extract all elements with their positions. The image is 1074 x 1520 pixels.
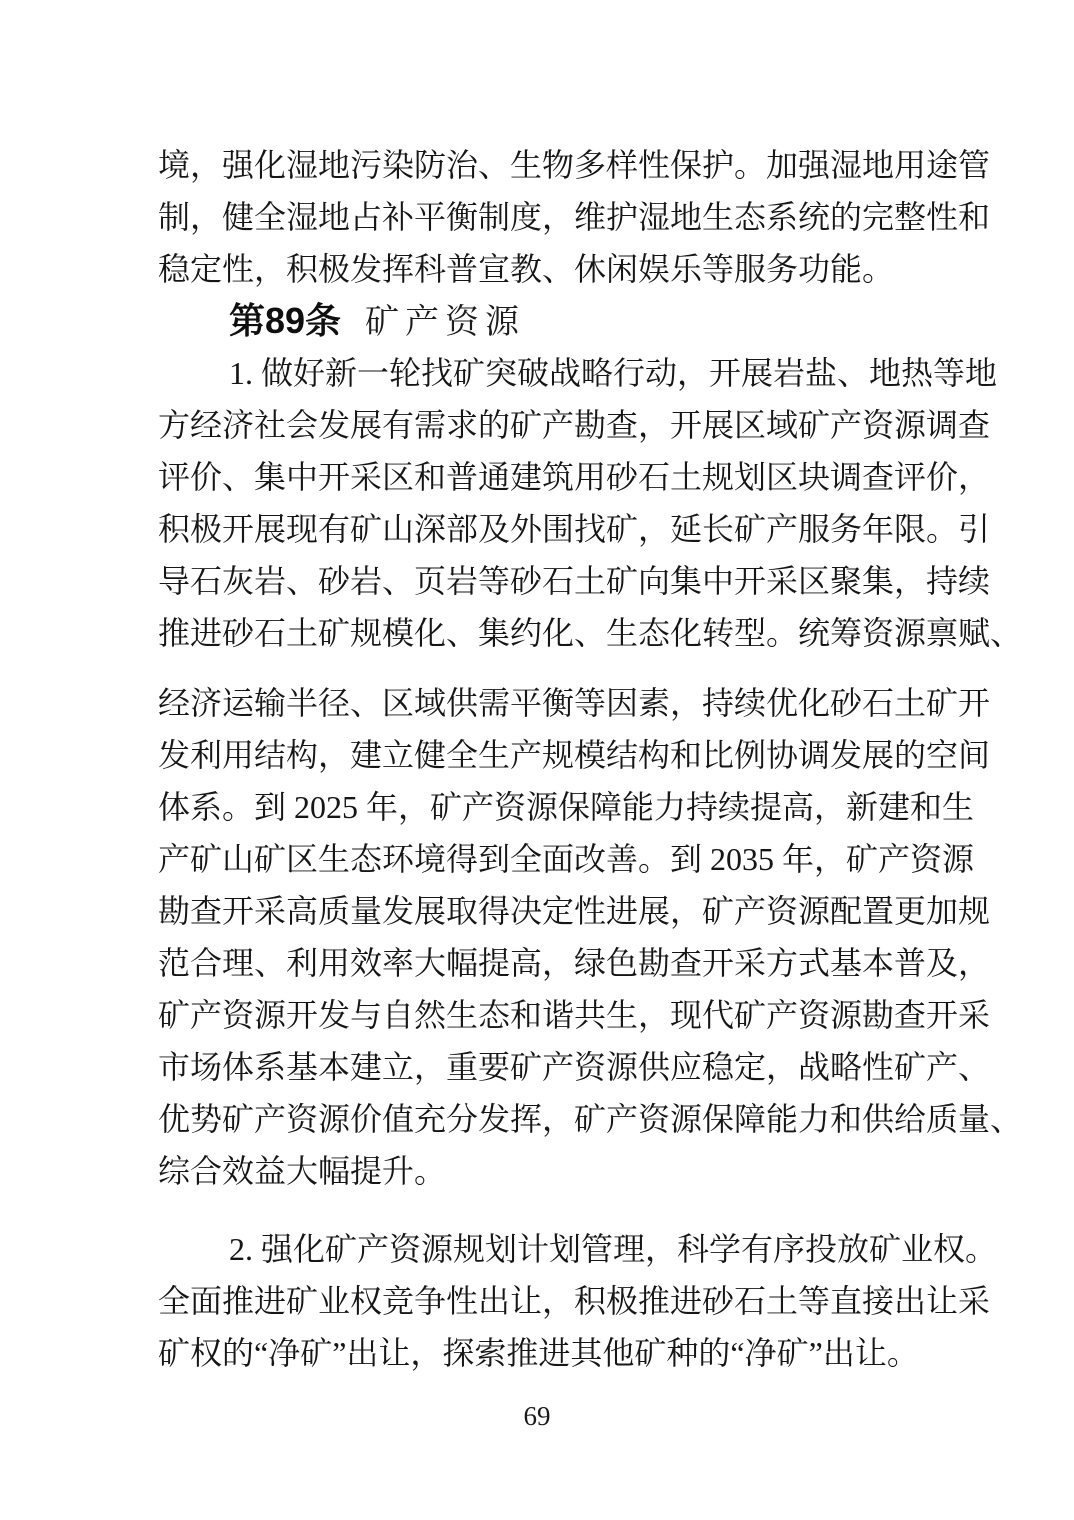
text-line: 优势矿产资源价值充分发挥，矿产资源保障能力和供给质量、 [158, 1101, 1023, 1137]
text-line: 稳定性，积极发挥科普宣教、休闲娱乐等服务功能。 [158, 251, 895, 287]
text-line: 导石灰岩、砂岩、页岩等砂石土矿向集中开采区聚集，持续 [158, 563, 991, 599]
text-line: 境，强化湿地污染防治、生物多样性保护。加强湿地用途管 [158, 147, 991, 183]
paragraph-wetland [158, 139, 991, 295]
article-heading [229, 295, 918, 347]
paragraph-item-1-part-1 [158, 347, 1023, 659]
text-line: 1. 做好新一轮找矿突破战略行动，开展岩盐、地热等地 [229, 355, 998, 391]
text-line: 发利用结构，建立健全生产规模结构和比例协调发展的空间 [158, 737, 991, 773]
text-line: 综合效益大幅提升。 [158, 1153, 447, 1189]
text-line: 矿产资源开发与自然生态和谐共生，现代矿产资源勘查开采 [158, 997, 991, 1033]
paragraph-item-2 [158, 1223, 998, 1379]
text-line: 产矿山矿区生态环境得到全面改善。到 2035 年，矿产资源 [158, 841, 975, 877]
text-line: 2. 强化矿产资源规划计划管理，科学有序投放矿业权。 [229, 1231, 998, 1267]
text-line: 积极开展现有矿山深部及外围找矿，延长矿产服务年限。引 [158, 511, 991, 547]
article-title: 矿产资源 [365, 304, 526, 341]
text-line: 推进砂石土矿规模化、集约化、生态化转型。统筹资源禀赋、 [158, 615, 1023, 651]
text-line: 制，健全湿地占补平衡制度，维护湿地生态系统的完整性和 [158, 199, 991, 235]
text-line: 矿权的“净矿”出让，探索推进其他矿种的“净矿”出让。 [158, 1335, 919, 1371]
text-line: 经济运输半径、区域供需平衡等因素，持续优化砂石土矿开 [158, 685, 991, 721]
text-line: 勘查开采高质量发展取得决定性进展，矿产资源配置更加规 [158, 893, 991, 929]
text-line: 全面推进矿业权竞争性出让，积极推进砂石土等直接出让采 [158, 1283, 991, 1319]
page-number: 69 [523, 1401, 551, 1431]
text-line: 范合理、利用效率大幅提高，绿色勘查开采方式基本普及， [158, 945, 991, 981]
article-number: 第89条 [229, 300, 342, 341]
document-text-block [158, 139, 1023, 1379]
text-line: 体系。到 2025 年，矿产资源保障能力持续提高，新建和生 [158, 789, 975, 825]
text-line: 方经济社会发展有需求的矿产勘查，开展区域矿产资源调查 [158, 407, 991, 443]
text-line: 市场体系基本建立，重要矿产资源供应稳定，战略性矿产、 [158, 1049, 991, 1085]
paragraph-item-1-part-2 [158, 677, 1023, 1197]
text-line: 评价、集中开采区和普通建筑用砂石土规划区块调查评价， [158, 459, 991, 495]
